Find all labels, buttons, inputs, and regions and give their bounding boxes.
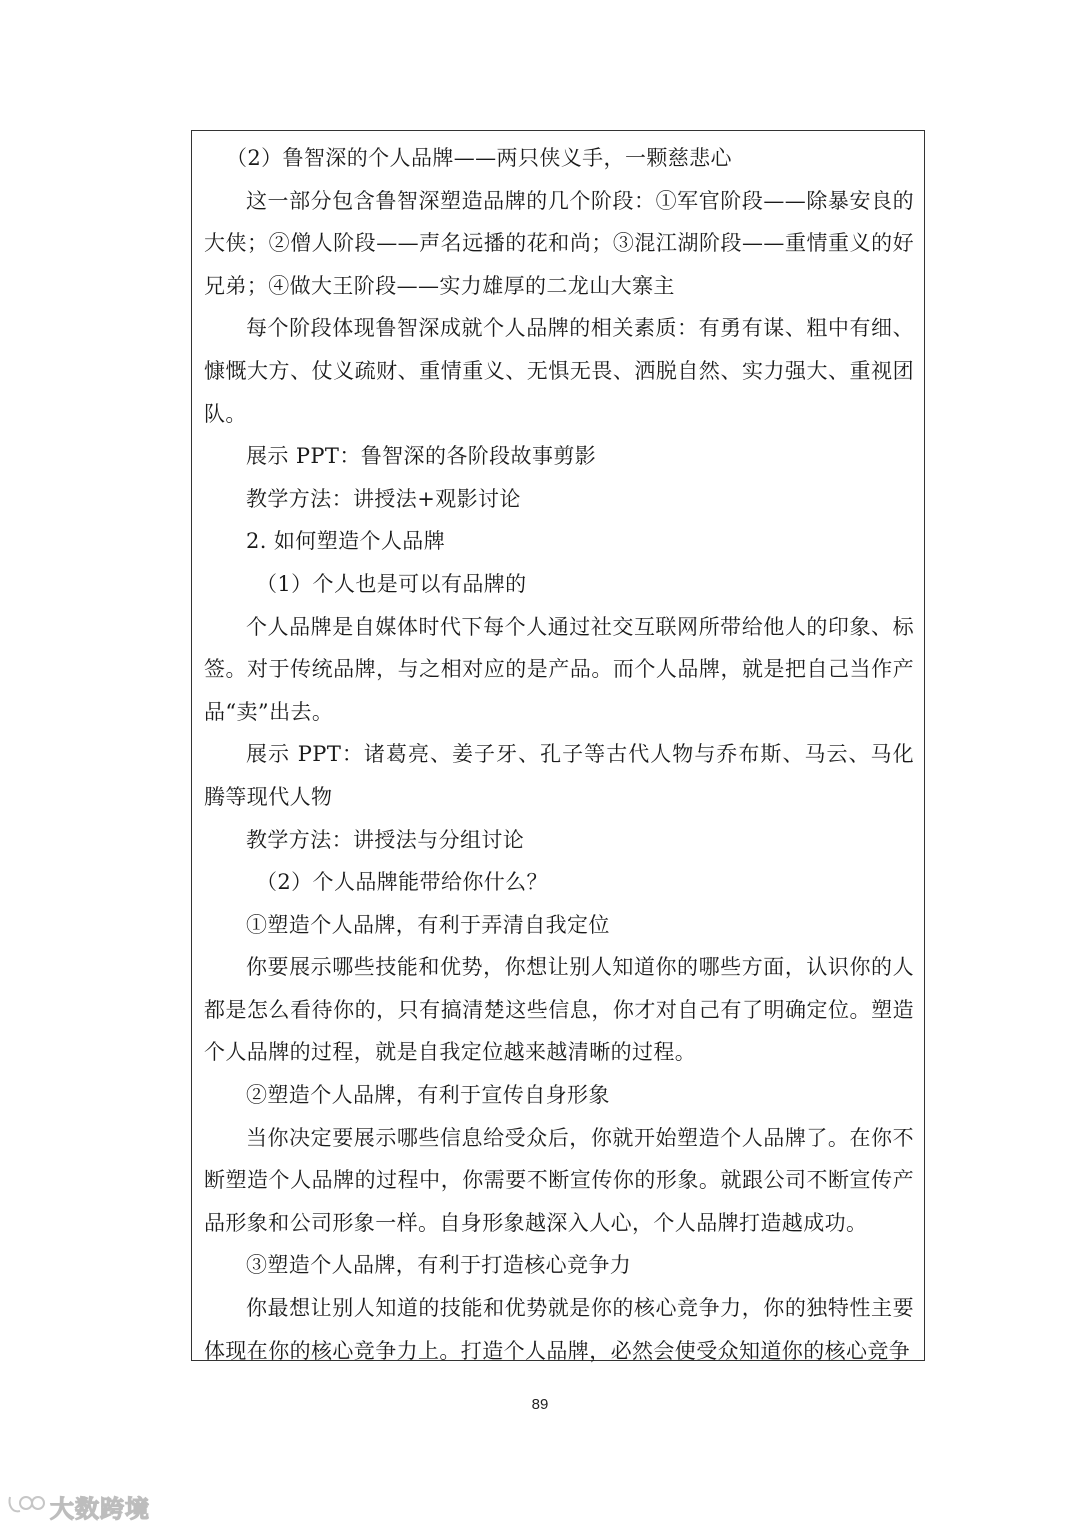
- watermark: [6, 1490, 150, 1522]
- subheading-1: （1）个人也是可以有品牌的: [256, 571, 527, 596]
- section-heading-2: 2. 如何塑造个人品牌: [246, 529, 446, 554]
- content-table-cell: [191, 130, 925, 1361]
- point-3-body: 你最想让别人知道的技能和优势就是你的核心竞争力，你的独特性主要体现在你的核心竞争力上。打造个人品牌，必然会使受众知道你的核心竞争: [204, 1296, 914, 1363]
- paragraph-brand-stages: 这一部分包含鲁智深塑造品牌的几个阶段：①军官阶段——除暴安良的大侠；②僧人阶段——声名远播的花和尚；③混江湖阶段——重情重义的好兄弟；④做大王阶段——实力雄厚的二龙山大寨主: [204, 188, 914, 298]
- subheading-luzhishen-brand: （2）鲁智深的个人品牌——两只侠义手，一颗慈悲心: [226, 146, 732, 170]
- paragraph-method-1: 教学方法：讲授法+观影讨论: [246, 486, 521, 511]
- body-text: [204, 137, 914, 1372]
- paragraph-brand-qualities: 每个阶段体现鲁智深成就个人品牌的相关素质：有勇有谋、粗中有细、慷慨大方、仗义疏财、重情重义、无惧无畏、洒脱自然、实力强大、重视团队。: [204, 316, 914, 426]
- point-2-heading: ②塑造个人品牌，有利于宣传自身形象: [246, 1083, 610, 1108]
- point-2-body: 当你决定要展示哪些信息给受众后，你就开始塑造个人品牌了。在你不断塑造个人品牌的过程中，你需要不断宣传你的形象。就跟公司不断宣传产品形象和公司形象一样。自身形象越深入人心，个人品牌打造越成功。: [204, 1125, 914, 1235]
- brand-logo-icon: [6, 1491, 46, 1521]
- point-3-heading: ③塑造个人品牌，有利于打造核心竞争力: [246, 1253, 632, 1278]
- point-1-heading: ①塑造个人品牌，有利于弄清自我定位: [246, 912, 610, 937]
- point-1-body: 你要展示哪些技能和优势，你想让别人知道你的哪些方面，认识你的人都是怎么看待你的，只有搞清楚这些信息，你才对自己有了明确定位。塑造个人品牌的过程，就是自我定位越来越清晰的过程。: [204, 955, 914, 1065]
- page-number: 89: [531, 1396, 549, 1413]
- paragraph-personal-brand-definition: 个人品牌是自媒体时代下每个人通过社交互联网所带给他人的印象、标签。对于传统品牌，与之相对应的是产品。而个人品牌，就是把自己当作产品“卖”出去。: [204, 614, 914, 724]
- paragraph-method-2: 教学方法：讲授法与分组讨论: [246, 827, 525, 852]
- paragraph-ppt-2: 展示 PPT：诸葛亮、姜子牙、孔子等古代人物与乔布斯、马云、马化腾等现代人物: [204, 742, 914, 809]
- paragraph-ppt-1: 展示 PPT：鲁智深的各阶段故事剪影: [246, 444, 597, 469]
- watermark-text: 大数跨境: [50, 1494, 150, 1523]
- subheading-2: （2）个人品牌能带给你什么？: [256, 870, 548, 895]
